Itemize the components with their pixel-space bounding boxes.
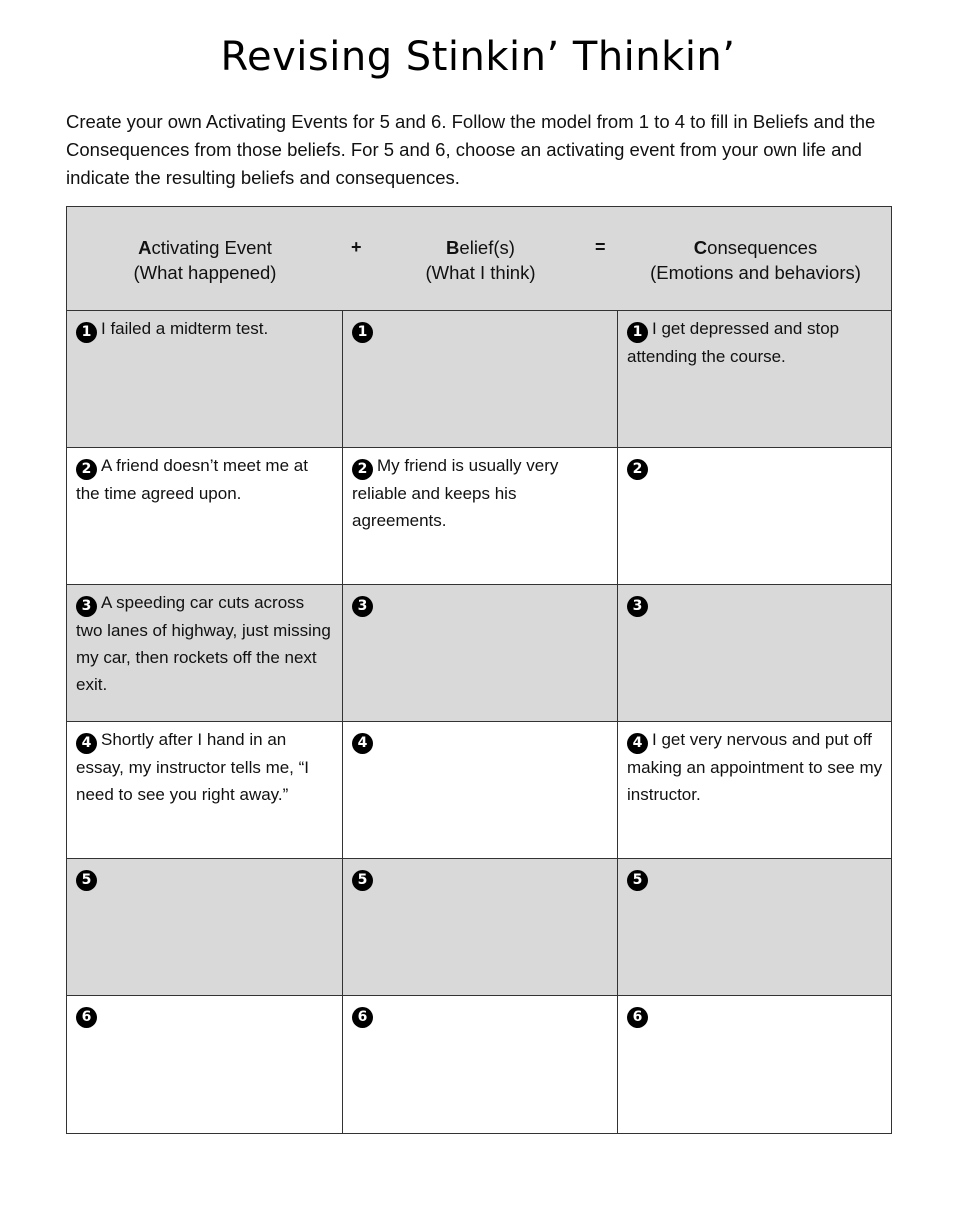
event-cell[interactable] [67, 448, 343, 584]
belief-cell[interactable] [343, 859, 618, 995]
event-text: I failed a midterm test. [101, 319, 269, 338]
number-badge: 4 [627, 733, 648, 754]
table-row [67, 722, 891, 859]
header-label: ctivating Event [151, 237, 272, 258]
belief-cell[interactable] [343, 448, 618, 584]
number-badge: 1 [352, 322, 373, 343]
consequence-text: I get very nervous and put off making an appointment to see my instructor. [627, 730, 883, 804]
table-row [67, 859, 891, 996]
event-cell[interactable] [67, 585, 343, 721]
event-text: A speeding car cuts across two lanes of highway, just missing my car, then rockets off the next exit. [76, 593, 331, 694]
table-row [67, 311, 891, 448]
header-sublabel: (Emotions and behaviors) [650, 262, 861, 283]
equals-sign: = [595, 237, 606, 257]
number-badge: 3 [352, 596, 373, 617]
consequence-cell[interactable] [618, 722, 891, 858]
belief-cell[interactable] [343, 996, 618, 1133]
number-badge: 6 [76, 1007, 97, 1028]
belief-text: My friend is usually very reliable and keeps his agreements. [352, 456, 559, 530]
event-text: A friend doesn’t meet me at the time agreed upon. [76, 456, 308, 503]
consequence-cell[interactable] [618, 859, 891, 995]
header-label: elief(s) [459, 237, 515, 258]
event-cell[interactable] [67, 722, 343, 858]
consequence-cell[interactable] [618, 448, 891, 584]
consequence-cell[interactable] [618, 585, 891, 721]
number-badge: 1 [76, 322, 97, 343]
number-badge: 6 [352, 1007, 373, 1028]
number-badge: 5 [352, 870, 373, 891]
instructions-text: Create your own Activating Events for 5 and 6. Follow the model from 1 to 4 to fill in Beliefs and the Consequences from those beliefs. For 5 and 6, choose an activating event from your own life and indicate the resulting beliefs and consequences. [66, 111, 876, 188]
number-badge: 2 [627, 459, 648, 480]
number-badge: 5 [627, 870, 648, 891]
number-badge: 2 [352, 459, 373, 480]
header-label: onsequences [707, 237, 818, 258]
header-sublabel: (What happened) [133, 262, 277, 283]
number-badge: 4 [352, 733, 373, 754]
number-badge: 3 [627, 596, 648, 617]
belief-cell[interactable] [343, 585, 618, 721]
abc-worksheet-table [66, 206, 892, 1134]
table-row [67, 448, 891, 585]
consequence-cell[interactable] [618, 311, 891, 447]
header-initial: C [693, 237, 708, 258]
header-initial: A [138, 237, 152, 258]
event-cell[interactable] [67, 859, 343, 995]
number-badge: 6 [627, 1007, 648, 1028]
number-badge: 2 [76, 459, 97, 480]
table-row [67, 996, 891, 1133]
table-header [67, 207, 891, 311]
number-badge: 1 [627, 322, 648, 343]
header-sublabel: (What I think) [425, 262, 536, 283]
header-activating-event [67, 235, 343, 285]
event-cell[interactable] [67, 996, 343, 1133]
table-row [67, 585, 891, 722]
consequence-cell[interactable] [618, 996, 891, 1133]
plus-sign: + [351, 237, 362, 257]
header-consequences [618, 235, 893, 285]
event-text: Shortly after I hand in an essay, my instructor tells me, “I need to see you right away.” [76, 730, 310, 804]
consequence-text: I get depressed and stop attending the course. [627, 319, 840, 366]
event-cell[interactable] [67, 311, 343, 447]
number-badge: 5 [76, 870, 97, 891]
number-badge: 3 [76, 596, 97, 617]
header-initial: B [446, 237, 460, 258]
belief-cell[interactable] [343, 311, 618, 447]
page-title: Revising Stinkin’ Thinkin’ [220, 34, 736, 80]
number-badge: 4 [76, 733, 97, 754]
header-beliefs [343, 235, 618, 285]
belief-cell[interactable] [343, 722, 618, 858]
